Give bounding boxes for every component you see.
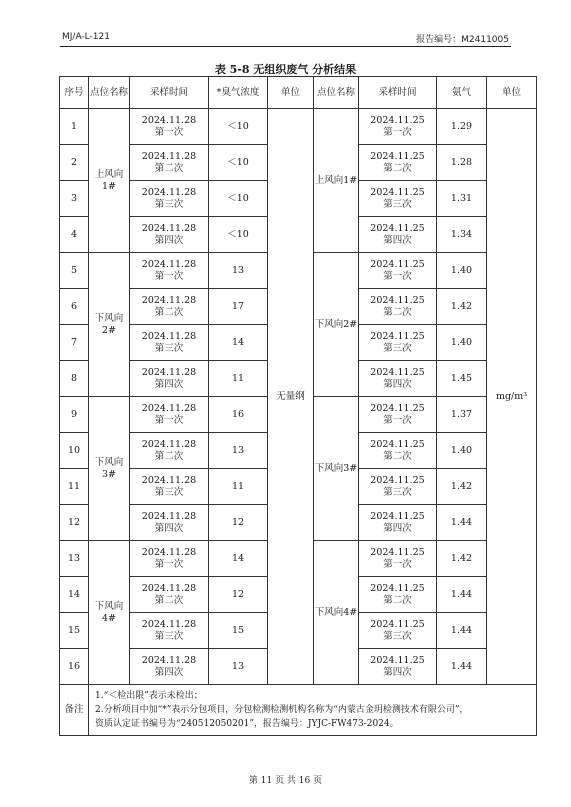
time-cell: 2024.11.25 第三次 bbox=[359, 613, 437, 649]
time-cell: 2024.11.28 第四次 bbox=[130, 505, 209, 541]
ammonia-cell: 1.31 bbox=[437, 181, 487, 217]
time-cell: 2024.11.25 第二次 bbox=[359, 145, 437, 181]
time-cell: 2024.11.25 第一次 bbox=[359, 253, 437, 289]
col-time-1: 采样时间 bbox=[130, 77, 209, 109]
odor-cell: ＜10 bbox=[209, 217, 268, 253]
notes-row bbox=[60, 685, 537, 736]
time-cell: 2024.11.28 第一次 bbox=[130, 253, 209, 289]
time-cell: 2024.11.25 第四次 bbox=[359, 505, 437, 541]
time-cell: 2024.11.25 第二次 bbox=[359, 289, 437, 325]
location-cell: 上风向1# bbox=[314, 109, 359, 253]
ammonia-cell: 1.45 bbox=[437, 361, 487, 397]
table-row bbox=[60, 109, 537, 145]
location-cell: 下风向3# bbox=[89, 397, 130, 541]
time-cell: 2024.11.25 第二次 bbox=[359, 577, 437, 613]
odor-cell: ＜10 bbox=[209, 145, 268, 181]
seq-cell: 15 bbox=[60, 613, 89, 649]
col-unit-2: 单位 bbox=[487, 77, 537, 109]
seq-cell: 16 bbox=[60, 649, 89, 685]
seq-cell: 8 bbox=[60, 361, 89, 397]
odor-cell: 13 bbox=[209, 253, 268, 289]
seq-cell: 13 bbox=[60, 541, 89, 577]
odor-cell: 12 bbox=[209, 577, 268, 613]
odor-cell: 14 bbox=[209, 325, 268, 361]
col-point-1: 点位名称 bbox=[89, 77, 130, 109]
time-cell: 2024.11.28 第一次 bbox=[130, 541, 209, 577]
time-cell: 2024.11.25 第三次 bbox=[359, 181, 437, 217]
note-line-2: 2.分析项目中加“*”表示分包项目，分包检测检测机构名称为“内蒙古金玥检测技术有限公司”， bbox=[95, 705, 469, 715]
seq-cell: 10 bbox=[60, 433, 89, 469]
col-ammonia: 氨气 bbox=[437, 77, 487, 109]
document-code: MJ/A-L-121 bbox=[62, 32, 110, 42]
table-title: 表 5-8 无组织废气 分析结果 bbox=[214, 63, 357, 76]
time-cell: 2024.11.25 第一次 bbox=[359, 109, 437, 145]
odor-cell: 14 bbox=[209, 541, 268, 577]
ammonia-cell: 1.29 bbox=[437, 109, 487, 145]
time-cell: 2024.11.25 第一次 bbox=[359, 541, 437, 577]
seq-cell: 1 bbox=[60, 109, 89, 145]
notes-content bbox=[89, 685, 537, 736]
ammonia-cell: 1.44 bbox=[437, 649, 487, 685]
ammonia-cell: 1.44 bbox=[437, 613, 487, 649]
col-point-2: 点位名称 bbox=[314, 77, 359, 109]
table-header-row bbox=[60, 77, 537, 109]
time-cell: 2024.11.25 第三次 bbox=[359, 469, 437, 505]
seq-cell: 2 bbox=[60, 145, 89, 181]
time-cell: 2024.11.28 第一次 bbox=[130, 109, 209, 145]
time-cell: 2024.11.25 第一次 bbox=[359, 397, 437, 433]
odor-cell: 15 bbox=[209, 613, 268, 649]
col-unit-1: 单位 bbox=[268, 77, 314, 109]
seq-cell: 4 bbox=[60, 217, 89, 253]
location-cell: 下风向2# bbox=[89, 253, 130, 397]
odor-cell: 13 bbox=[209, 433, 268, 469]
time-cell: 2024.11.28 第一次 bbox=[130, 397, 209, 433]
ammonia-cell: 1.37 bbox=[437, 397, 487, 433]
odor-cell: ＜10 bbox=[209, 181, 268, 217]
header-divider bbox=[60, 46, 511, 47]
ammonia-cell: 1.40 bbox=[437, 253, 487, 289]
time-cell: 2024.11.28 第四次 bbox=[130, 649, 209, 685]
odor-unit-cell: 无量纲 bbox=[268, 109, 314, 685]
location-cell: 下风向4# bbox=[89, 541, 130, 685]
time-cell: 2024.11.25 第四次 bbox=[359, 217, 437, 253]
seq-cell: 14 bbox=[60, 577, 89, 613]
ammonia-cell: 1.34 bbox=[437, 217, 487, 253]
location-cell: 下风向4# bbox=[314, 541, 359, 685]
note-line-1: 1.“＜检出限”表示未检出； bbox=[95, 691, 203, 701]
time-cell: 2024.11.28 第三次 bbox=[130, 325, 209, 361]
notes-label: 备注 bbox=[60, 685, 89, 736]
ammonia-cell: 1.28 bbox=[437, 145, 487, 181]
time-cell: 2024.11.28 第二次 bbox=[130, 289, 209, 325]
page-number: 第 11 页 共 16 页 bbox=[248, 776, 323, 786]
report-number: 报告编号：M2411005 bbox=[416, 35, 509, 45]
ammonia-cell: 1.42 bbox=[437, 469, 487, 505]
time-cell: 2024.11.25 第三次 bbox=[359, 325, 437, 361]
col-time-2: 采样时间 bbox=[359, 77, 437, 109]
time-cell: 2024.11.28 第二次 bbox=[130, 145, 209, 181]
col-odor: *臭气浓度 bbox=[209, 77, 268, 109]
location-cell: 下风向3# bbox=[314, 397, 359, 541]
analysis-table bbox=[59, 76, 537, 736]
time-cell: 2024.11.28 第三次 bbox=[130, 613, 209, 649]
location-cell: 下风向2# bbox=[314, 253, 359, 397]
time-cell: 2024.11.25 第四次 bbox=[359, 361, 437, 397]
seq-cell: 7 bbox=[60, 325, 89, 361]
ammonia-cell: 1.44 bbox=[437, 577, 487, 613]
ammonia-cell: 1.42 bbox=[437, 541, 487, 577]
odor-cell: 11 bbox=[209, 361, 268, 397]
ammonia-unit-cell: mg/m³ bbox=[487, 109, 537, 685]
time-cell: 2024.11.28 第二次 bbox=[130, 433, 209, 469]
ammonia-cell: 1.40 bbox=[437, 325, 487, 361]
time-cell: 2024.11.28 第三次 bbox=[130, 469, 209, 505]
seq-cell: 5 bbox=[60, 253, 89, 289]
ammonia-cell: 1.40 bbox=[437, 433, 487, 469]
time-cell: 2024.11.28 第四次 bbox=[130, 361, 209, 397]
time-cell: 2024.11.28 第四次 bbox=[130, 217, 209, 253]
ammonia-cell: 1.44 bbox=[437, 505, 487, 541]
time-cell: 2024.11.28 第二次 bbox=[130, 577, 209, 613]
odor-cell: 16 bbox=[209, 397, 268, 433]
seq-cell: 3 bbox=[60, 181, 89, 217]
col-seq: 序号 bbox=[60, 77, 89, 109]
odor-cell: ＜10 bbox=[209, 109, 268, 145]
odor-cell: 13 bbox=[209, 649, 268, 685]
note-line-3: 资质认定证书编号为“240512050201”，报告编号：JYJC-FW473-2024。 bbox=[95, 719, 399, 729]
ammonia-cell: 1.42 bbox=[437, 289, 487, 325]
odor-cell: 17 bbox=[209, 289, 268, 325]
seq-cell: 9 bbox=[60, 397, 89, 433]
time-cell: 2024.11.28 第三次 bbox=[130, 181, 209, 217]
seq-cell: 6 bbox=[60, 289, 89, 325]
seq-cell: 11 bbox=[60, 469, 89, 505]
location-cell: 上风向1# bbox=[89, 109, 130, 253]
time-cell: 2024.11.25 第二次 bbox=[359, 433, 437, 469]
odor-cell: 12 bbox=[209, 505, 268, 541]
odor-cell: 11 bbox=[209, 469, 268, 505]
time-cell: 2024.11.25 第四次 bbox=[359, 649, 437, 685]
seq-cell: 12 bbox=[60, 505, 89, 541]
